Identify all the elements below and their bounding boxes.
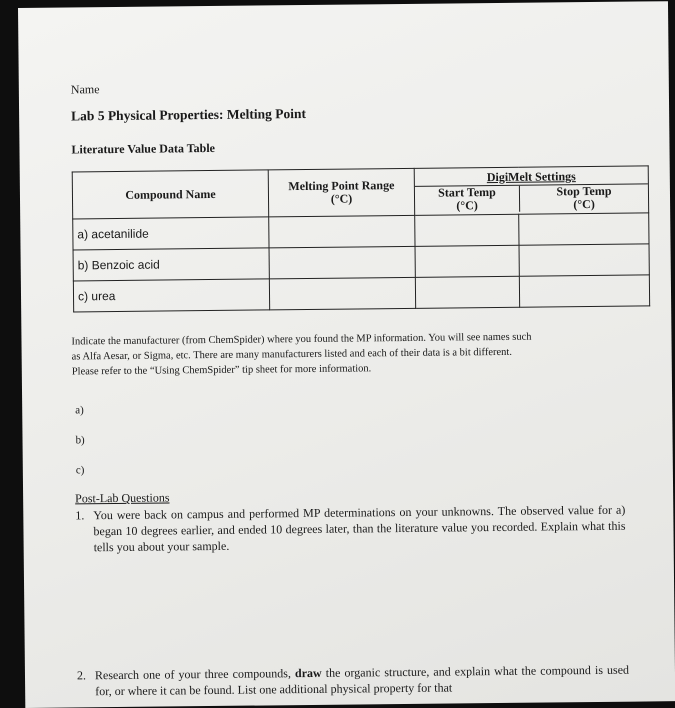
instructions-line-3: Please refer to the “Using ChemSpider” tip sheet for more information. bbox=[71, 363, 372, 378]
answer-label-c: c) bbox=[75, 464, 85, 477]
draw-emphasis: draw bbox=[294, 665, 322, 681]
table-row bbox=[73, 275, 649, 312]
row-label-urea: c) urea bbox=[73, 279, 269, 312]
name-label: Name bbox=[70, 82, 100, 97]
mp-cell-c[interactable] bbox=[269, 277, 415, 310]
page-title: Lab 5 Physical Properties: Melting Point bbox=[71, 105, 307, 124]
header-compound-name: Compound Name bbox=[72, 170, 268, 219]
stop-cell-a[interactable] bbox=[519, 213, 649, 245]
stop-cell-c[interactable] bbox=[519, 275, 649, 307]
header-start-temp: Start Temp (°C) bbox=[415, 185, 520, 212]
question-2 bbox=[77, 662, 629, 700]
header-stop-temp: Stop Temp (°C) bbox=[556, 183, 612, 211]
start-cell-c[interactable] bbox=[415, 276, 519, 308]
question-1 bbox=[75, 502, 625, 556]
table-header-row bbox=[72, 166, 648, 219]
question-1-number: 1. bbox=[75, 508, 85, 523]
start-cell-b[interactable] bbox=[415, 245, 519, 277]
answer-label-a: a) bbox=[75, 404, 84, 417]
row-label-acetanilide: a) acetanilide bbox=[73, 217, 269, 250]
instructions-line-1: Indicate the manufacturer (from ChemSpider) where you found the MP information. You will see names such bbox=[71, 331, 532, 348]
post-lab-heading: Post-Lab Questions bbox=[75, 490, 170, 506]
table-title: Literature Value Data Table bbox=[71, 140, 216, 157]
header-melting-point: Melting Point Range (°C) bbox=[268, 168, 414, 217]
question-1-text: You were back on campus and performed MP determinations on your unknowns. The observed value for a) began 10 degrees earlier, and ended 10 degrees later, than the literature value you recorded. Explain what this tells you about your sample. bbox=[93, 502, 626, 555]
mp-cell-a[interactable] bbox=[269, 215, 415, 248]
row-label-benzoic-acid: b) Benzoic acid bbox=[73, 248, 269, 281]
start-cell-a[interactable] bbox=[415, 214, 519, 246]
question-2-text: Research one of your three compounds, draw the organic structure, and explain what the compound is used for, or where it can be found. List one additional physical property for that bbox=[94, 662, 630, 699]
worksheet-page bbox=[18, 1, 675, 708]
manufacturer-instructions bbox=[71, 329, 611, 380]
instructions-line-2: as Alfa Aesar, or Sigma, etc. There are many manufacturers listed and each of their data is a bit different. bbox=[71, 346, 513, 363]
header-digimelt-settings: DigiMelt Settings Start Temp (°C) Stop Temp (°C) bbox=[414, 166, 648, 215]
answer-label-b: b) bbox=[75, 434, 85, 447]
mp-cell-b[interactable] bbox=[269, 246, 415, 279]
literature-value-table bbox=[72, 165, 650, 312]
question-2-number: 2. bbox=[76, 668, 87, 683]
stop-cell-b[interactable] bbox=[519, 244, 649, 276]
